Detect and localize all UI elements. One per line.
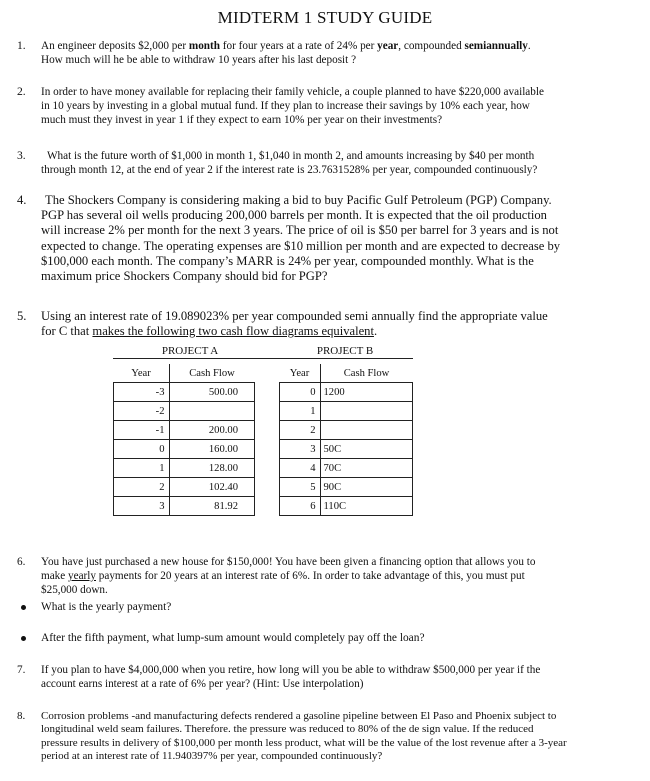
question-number: 8.	[17, 710, 26, 722]
table-row: 6 110C	[280, 497, 413, 516]
question-3-line-2: through month 12, at the end of year 2 if the interest rate is 23.7631528% per year, compounded continuously?	[41, 164, 538, 176]
bullet-icon	[21, 605, 26, 610]
question-2-line-1: In order to have money available for replacing their family vehicle, a couple planned to have $220,000 available	[41, 86, 544, 98]
table-row: 0 160.00	[114, 440, 255, 459]
question-5-line-2: for C that makes the following two cash flow diagrams equivalent.	[41, 324, 378, 338]
page-title: MIDTERM 1 STUDY GUIDE	[217, 8, 433, 27]
column-header-cash-flow: Cash Flow	[320, 364, 413, 383]
question-8-line-4: period at an interest rate of 11.940397% per year, compounded continuously?	[41, 750, 383, 763]
project-a-table	[113, 364, 255, 516]
question-6-line-2: make yearly payments for 20 years at an interest rate of 6%. In order to take advantage of this, you must put	[41, 570, 525, 582]
question-4-line-4: expected to change. The operating expenses are $10 million per month and are expected to decrease by	[41, 238, 561, 253]
table-row: 0 1200	[280, 383, 413, 402]
question-4-line-5: $100,000 each month. The company’s MARR is 24% per year, compounded monthly. What is the	[41, 253, 534, 268]
question-3-line-1: What is the future worth of $1,000 in month 1, $1,040 in month 2, and amounts increasing by $40 per month	[47, 150, 535, 162]
column-header-year: Year	[280, 364, 321, 383]
question-number: 3.	[17, 149, 26, 162]
project-b-table	[279, 364, 413, 516]
question-7-line-1: If you plan to have $4,000,000 when you retire, how long will you be able to withdraw $500,000 per year if the	[41, 664, 541, 676]
question-6-line-3: $25,000 down.	[41, 584, 108, 596]
question-number: 5.	[17, 309, 27, 323]
table-row: 5 90C	[280, 478, 413, 497]
question-number: 7.	[17, 664, 26, 676]
question-4-line-2: PGP has several oil wells producing 200,000 barrels per month. It is expected that the oil production	[41, 208, 547, 223]
question-number: 6.	[17, 556, 26, 568]
question-1-line-1: An engineer deposits $2,000 per month for four years at a rate of 24% per year, compounded semiannually.	[41, 40, 531, 52]
question-8-line-3: pressure results in delivery of $100,000 per month less product, what will be the value of the lost revenue after a 3-year	[41, 736, 567, 749]
table-row: -3 500.00	[114, 383, 255, 402]
question-2-line-2: in 10 years by investing in a global mutual fund. If they plan to increase their savings by 10% each year, how	[41, 100, 530, 112]
table-row: 1 128.00	[114, 459, 255, 478]
question-5-line-1: Using an interest rate of 19.089023% per year compounded semi annually find the appropriate value	[41, 309, 548, 323]
table-row: 4 70C	[280, 459, 413, 478]
table-row: -2	[114, 402, 255, 421]
table-header-row	[280, 364, 413, 383]
table-header-row	[114, 364, 255, 383]
table-row: 1	[280, 402, 413, 421]
project-a-header: PROJECT A	[161, 345, 219, 357]
question-number: 1.	[17, 39, 26, 52]
question-4-line-6: maximum price Shockers Company should bid for PGP?	[41, 269, 328, 284]
question-1-line-2: How much will he be able to withdraw 10 years after his last deposit ?	[41, 54, 357, 66]
column-header-cash-flow: Cash Flow	[169, 364, 255, 383]
table-row: 3 81.92	[114, 497, 255, 516]
table-row: -1 200.00	[114, 421, 255, 440]
question-4-line-1: The Shockers Company is considering making a bid to buy Pacific Gulf Petroleum (PGP) Company.	[45, 193, 552, 207]
question-number: 2.	[17, 85, 26, 98]
bullet-icon	[21, 636, 26, 641]
question-2-line-3: much must they invest in year 1 if they expect to earn 10% per year on their investments?	[41, 114, 443, 126]
project-b-header: PROJECT B	[316, 345, 374, 357]
question-number: 4.	[17, 193, 27, 207]
question-6-line-1: You have just purchased a new house for $150,000! You have been given a financing option that allows you to	[41, 556, 536, 568]
question-8-line-2: longitudinal weld seam failures. Therefore. the pressure was reduced to 80% of the de sign value. If the reduced	[41, 723, 534, 736]
table-row: 3 50C	[280, 440, 413, 459]
table-row: 2	[280, 421, 413, 440]
table-header-rule	[113, 358, 413, 359]
question-4-line-3: will increase 2% per month for the next 3 years. The price of oil is $50 per barrel for 3 years and is not	[41, 223, 559, 238]
study-guide-page: MIDTERM 1 STUDY GUIDE 1. An engineer deposits $2,000 per month for four years at a rate of 24% per year, compounded semiannually. How much will he be able to withdraw 10 years after his last deposit ? 2. In order to have money available for replacing their family vehicle, a couple planned to have $220,000 available in 10 years by investing in a global mutual fund. If they plan to increase their savings by 10% each year, how much must they invest in year 1 if they expect to earn 10% per year on their investments? 3. What is the future worth of $1,000 in month 1, $1,040 in month 2, and amounts increasing by $40 per month through month 12, at the end of year 2 if the interest rate is 23.7631528% per year, compounded continuously? 4. The Shockers Company is considering making a bid to buy Pacific Gulf Petroleum (PGP) Company. PGP has several oil wells producing 200,000 barrels per month. It is expected that the oil production will increase 2% per month for the next 3 years. The price of oil is $50 per barrel for 3 years and is not expected to change. The operating expenses are $10 million per month and are expected to decrease by $100,000 each month. The company’s MARR is 24% per year, compounded monthly. What is the maximum price Shockers Company should bid for PGP? 5. Using an interest rate of 19.089023% per year compounded semi annually find the appropriate value for C that makes the following two cash flow diagrams equivalent. PROJECT A PROJECT B Year Cash Flow -3 500.00 -2 -1 200.00 0 160.00 1 128.00 2 102.40 3 81.92 Year Cash Flow 0 1200 1 2 3 50C 4 70C 5 90C 6 110C 6. You have just purchased a new house for $150,000! You have been given a financing option that allows you to make yearly payments for 20 years at an interest rate of 6%. In order to take advantage of this, you must put $25,000 down. What is the yearly payment? After the fifth payment, what lump-sum amount would completely pay off the loan? 7. If you plan to have $4,000,000 when you retire, how long will you be able to withdraw $500,000 per year if the account earns interest at a rate of 6% per year? (Hint: Use interpolation) 8. Corrosion problems -and manufacturing defects rendered a gasoline pipeline between El Paso and Phoenix subject to longitudinal weld seam failures. Therefore. the pressure was reduced to 80% of the de sign value. If the reduced pressure results in delivery of $100,000 per month less product, what will be the value of the lost revenue after a 3-year period at an interest rate of 11.940397% per year, compounded continuously?	[0, 0, 650, 781]
column-header-year: Year	[114, 364, 170, 383]
question-7-line-2: account earns interest at a rate of 6% per year? (Hint: Use interpolation)	[41, 678, 364, 690]
table-row: 2 102.40	[114, 478, 255, 497]
question-8-line-1: Corrosion problems -and manufacturing defects rendered a gasoline pipeline between El Paso and Phoenix subject to	[41, 710, 557, 722]
